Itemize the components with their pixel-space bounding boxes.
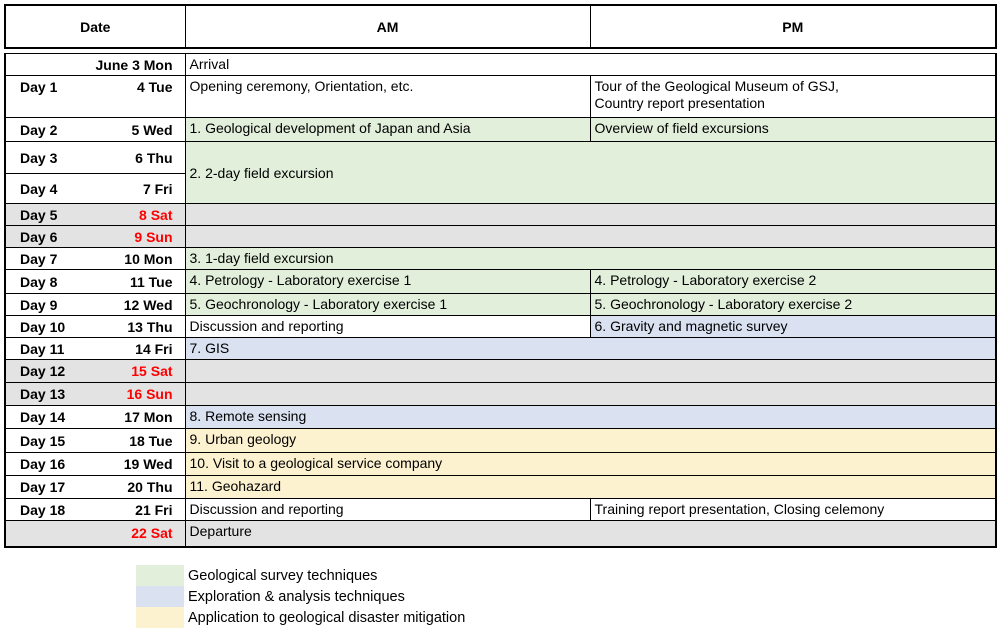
legend-swatch: [136, 607, 184, 628]
day-label: Day 3: [5, 142, 81, 174]
date-label: 22 Sat: [81, 521, 185, 547]
legend-swatch: [136, 586, 184, 607]
legend-label: Exploration & analysis techniques: [188, 588, 405, 605]
activity-cell-pm: Overview of field excursions: [590, 118, 996, 142]
table-row: [5, 476, 996, 499]
activity-cell: 8. Remote sensing: [185, 406, 996, 429]
date-label: 15 Sat: [81, 360, 185, 383]
activity-cell: [185, 204, 996, 226]
activity-cell-pm: 6. Gravity and magnetic survey: [590, 316, 996, 338]
activity-cell-pm: Training report presentation, Closing celemony: [590, 499, 996, 521]
date-label: 11 Tue: [81, 270, 185, 294]
day-label: Day 5: [5, 204, 81, 226]
day-label: Day 10: [5, 316, 81, 338]
activity-cell: 9. Urban geology: [185, 429, 996, 453]
day-label: Day 16: [5, 453, 81, 476]
date-label: 4 Tue: [81, 76, 185, 118]
activity-cell: 2. 2-day field excursion: [185, 142, 996, 204]
header-row: [5, 5, 996, 48]
day-label: Day 1: [5, 76, 81, 118]
day-label: Day 4: [5, 174, 81, 204]
day-label: Day 8: [5, 270, 81, 294]
legend-item-disaster: [136, 607, 465, 628]
day-label: Day 9: [5, 294, 81, 316]
table-row: [5, 204, 996, 226]
table-row: [5, 142, 996, 174]
day-label: Day 2: [5, 118, 81, 142]
activity-text: Country report presentation: [594, 95, 765, 111]
activity-cell-pm: 5. Geochronology - Laboratory exercise 2: [590, 294, 996, 316]
date-label: 14 Fri: [81, 338, 185, 360]
date-label: 7 Fri: [81, 174, 185, 204]
header-am: AM: [185, 5, 590, 48]
table-row: [5, 360, 996, 383]
activity-cell-pm: 4. Petrology - Laboratory exercise 2: [590, 270, 996, 294]
activity-cell: Arrival: [185, 54, 996, 76]
table-row: [5, 118, 996, 142]
table-row: [5, 453, 996, 476]
activity-cell-am: Discussion and reporting: [185, 499, 590, 521]
table-row: [5, 406, 996, 429]
schedule-table: [4, 4, 995, 548]
date-label: 9 Sun: [81, 226, 185, 248]
day-label: Day 17: [5, 476, 81, 499]
legend-item-exploration: [136, 586, 465, 607]
date-label: 10 Mon: [81, 248, 185, 270]
legend-swatch: [136, 565, 184, 586]
header-pm: PM: [590, 5, 996, 48]
table-row: [5, 294, 996, 316]
day-label: Day 13: [5, 383, 81, 406]
activity-cell-am: Discussion and reporting: [185, 316, 590, 338]
legend-item-survey: [136, 565, 465, 586]
day-label: [5, 54, 81, 76]
table-row: [5, 383, 996, 406]
table-row: [5, 76, 996, 118]
table-row: [5, 521, 996, 547]
activity-cell: Departure: [185, 521, 996, 547]
day-label: Day 14: [5, 406, 81, 429]
activity-cell-am: Opening ceremony, Orientation, etc.: [185, 76, 590, 118]
activity-cell-pm: [590, 76, 996, 118]
table-row: [5, 338, 996, 360]
activity-cell: 11. Geohazard: [185, 476, 996, 499]
date-label: 18 Tue: [81, 429, 185, 453]
table-row: [5, 429, 996, 453]
activity-cell: [185, 360, 996, 383]
activity-cell: [185, 383, 996, 406]
date-label: June 3 Mon: [81, 54, 185, 76]
date-label: 16 Sun: [81, 383, 185, 406]
activity-cell-am: 1. Geological development of Japan and Asia: [185, 118, 590, 142]
table-row: [5, 499, 996, 521]
day-label: Day 6: [5, 226, 81, 248]
legend: [136, 565, 465, 628]
activity-cell-am: 4. Petrology - Laboratory exercise 1: [185, 270, 590, 294]
legend-label: Application to geological disaster mitigation: [188, 609, 466, 626]
day-label: Day 7: [5, 248, 81, 270]
date-label: 19 Wed: [81, 453, 185, 476]
activity-cell: 10. Visit to a geological service company: [185, 453, 996, 476]
table-row: [5, 270, 996, 294]
activity-cell-am: 5. Geochronology - Laboratory exercise 1: [185, 294, 590, 316]
day-label: [5, 521, 81, 547]
legend-label: Geological survey techniques: [188, 567, 378, 584]
date-label: 20 Thu: [81, 476, 185, 499]
table-row: [5, 316, 996, 338]
date-label: 13 Thu: [81, 316, 185, 338]
activity-cell: 3. 1-day field excursion: [185, 248, 996, 270]
activity-text: Tour of the Geological Museum of GSJ,: [594, 78, 839, 94]
date-label: 5 Wed: [81, 118, 185, 142]
day-label: Day 12: [5, 360, 81, 383]
date-label: 21 Fri: [81, 499, 185, 521]
activity-cell: 7. GIS: [185, 338, 996, 360]
day-label: Day 18: [5, 499, 81, 521]
date-label: 12 Wed: [81, 294, 185, 316]
day-label: Day 15: [5, 429, 81, 453]
date-label: 6 Thu: [81, 142, 185, 174]
table-row: [5, 54, 996, 76]
table-row: [5, 226, 996, 248]
activity-cell: [185, 226, 996, 248]
date-label: 8 Sat: [81, 204, 185, 226]
day-label: Day 11: [5, 338, 81, 360]
header-date: Date: [5, 5, 185, 48]
date-label: 17 Mon: [81, 406, 185, 429]
table-row: [5, 248, 996, 270]
